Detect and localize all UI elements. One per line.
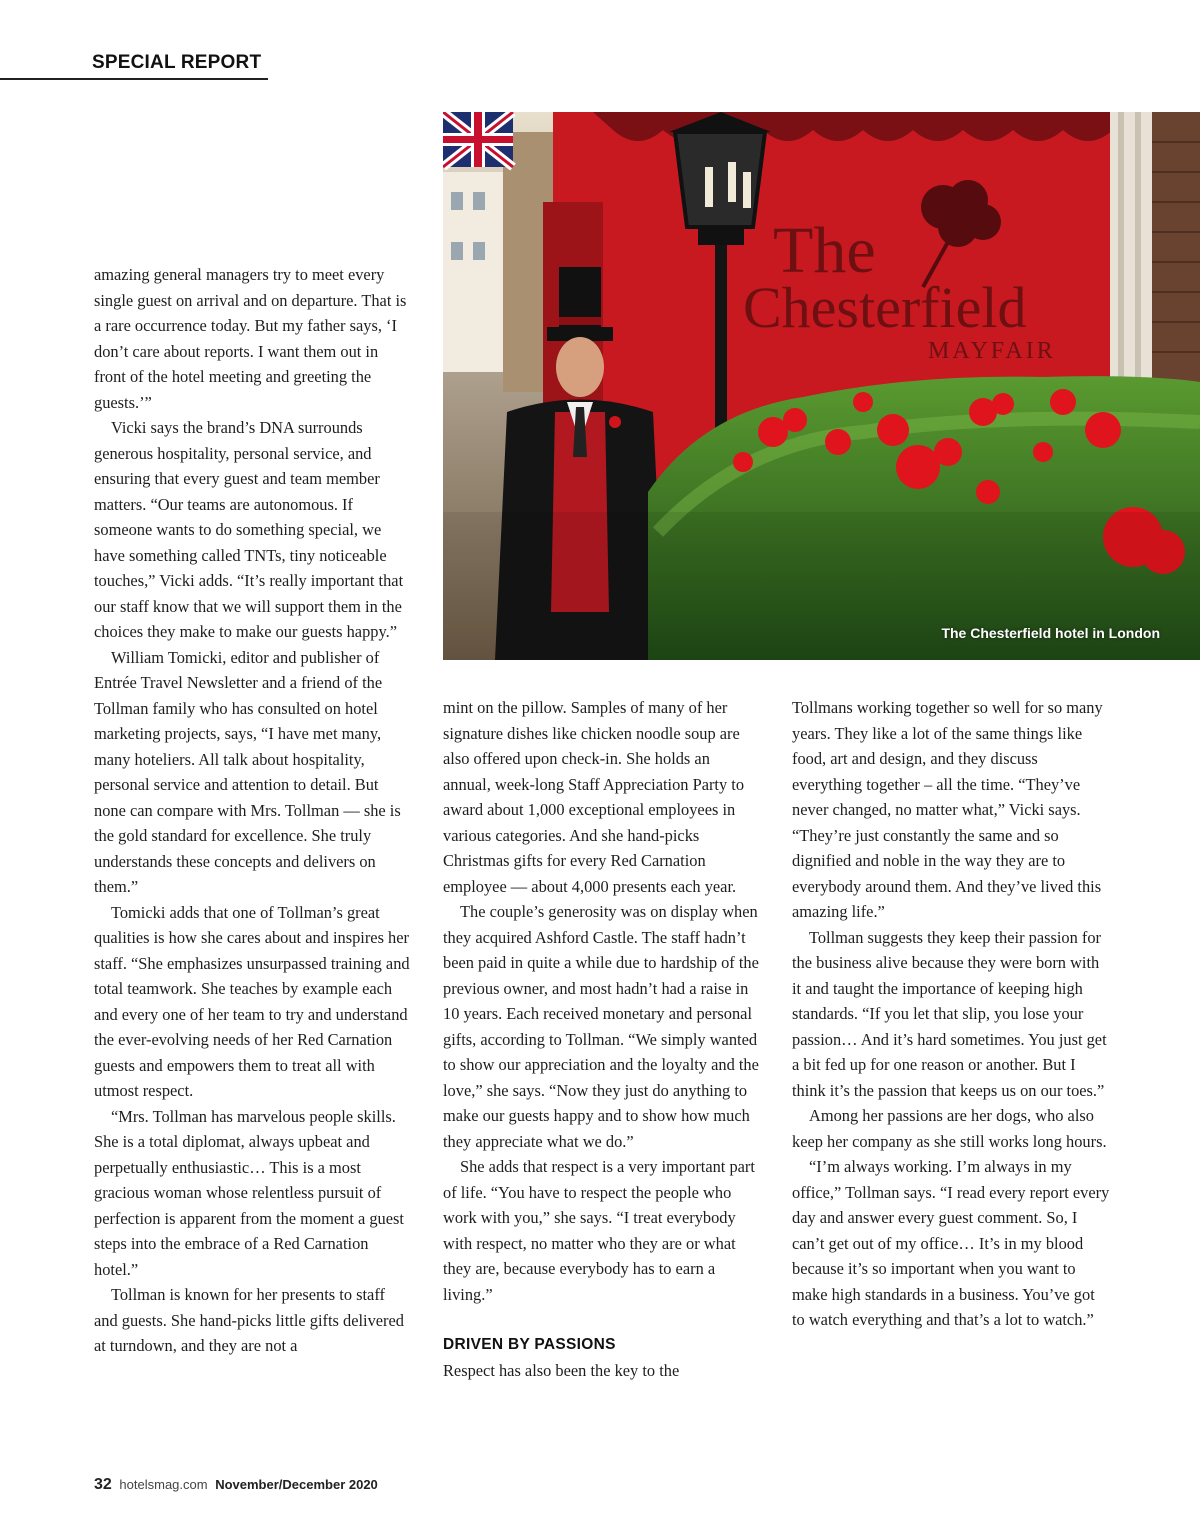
- paragraph: Respect has also been the key to the: [443, 1360, 680, 1380]
- paragraph: She adds that respect is a very important part of life. “You have to respect the people who work with you,” she says. “I treat everybody with respect, no matter who they are or what they are, because everybody has to earn a living.”: [443, 1157, 755, 1304]
- issue-date: November/December 2020: [215, 1477, 378, 1492]
- paragraph: Tomicki adds that one of Tollman’s great qualities is how she cares about and inspires her staff. “She emphasizes unsurpassed training and total teamwork. She teaches by example each and every one of her team to try and understand the ever-evolving needs of her Red Carnation guests and empowers them to treat all with utmost respect.: [94, 902, 410, 1100]
- sign-text-the: The: [773, 214, 876, 287]
- site-name: hotelsmag.com: [119, 1477, 208, 1492]
- section-label: SPECIAL REPORT: [92, 52, 262, 73]
- sign-text-chesterfield: Chesterfield: [743, 275, 1027, 340]
- paragraph: Tollman is known for her presents to staff and guests. She hand-picks little gifts delivered at turndown, and they are not a: [94, 1285, 404, 1355]
- paragraph: The couple’s generosity was on display when they acquired Ashford Castle. The staff hadn’t been paid in quite a while due to hardship of the previous owner, and most hadn’t had a raise in 10 years. Each received monetary and personal gifts, according to Tollman. “We simply wanted to show our appreciation and the loyalty and the love,” she says. “Now they just do anything to make our guests happy and to show how much they appreciate what we do.”: [443, 902, 759, 1151]
- paragraph: “Mrs. Tollman has marvelous people skills. She is a total diplomat, always upbeat and perpetually enthusiastic… This is a most gracious woman whose relentless pursuit of perfection is apparent from the moment a guest steps into the embrace of a Red Carnation hotel.”: [94, 1106, 404, 1279]
- hotel-photo: [443, 112, 1200, 660]
- article-column-1: [94, 262, 412, 1359]
- article-column-3: [792, 695, 1110, 1333]
- paragraph: “I’m always working. I’m always in my office,” Tollman says. “I read every report every day and answer every guest comment. So, I can’t get out of my office… It’s in my blood because it’s so important when you want to make high standards in a business. You’ve got to watch everything and that’s a lot to watch.”: [792, 1157, 1110, 1329]
- paragraph: Tollman suggests they keep their passion for the business alive because they were born with it and taught the importance of keeping high standards. “If you let that slip, you lose your passion… And it’s hard sometimes. You just get a bit fed up for one reason or another. But I think it’s the passion that keeps us on our toes.”: [792, 927, 1107, 1100]
- paragraph: amazing general managers try to meet every single guest on arrival and on departure. That is a rare occurrence today. But my father says, ‘I don’t care about reports. I want them out in front of the hotel meeting and greeting the guests.’”: [94, 265, 407, 412]
- paragraph: Among her passions are her dogs, who also keep her company as she still works long hours.: [792, 1106, 1107, 1151]
- paragraph: mint on the pillow. Samples of many of her signature dishes like chicken noodle soup are also offered upon check-in. She holds an annual, week-long Staff Appreciation Party to award about 1,000 exceptional employees in various categories. And she hand-picks Christmas gifts for every Red Carnation employee — about 4,000 presents each year.: [443, 698, 745, 896]
- subhead: DRIVEN BY PASSIONS: [443, 1336, 616, 1353]
- page-footer: [94, 1476, 378, 1494]
- section-rule: [0, 78, 268, 80]
- page-number: 32: [94, 1476, 112, 1493]
- paragraph: Vicki says the brand’s DNA surrounds generous hospitality, personal service, and ensuring that every guest and team member matters. “Our teams are autonomous. If someone wants to do something special, we have something called TNTs, tiny noticeable touches,” Vicki adds. “It’s really important that our staff know that we will support them in the choices they make to make our guests happy.”: [94, 418, 404, 641]
- paragraph: William Tomicki, editor and publisher of Entrée Travel Newsletter and a friend of the Tollman family who has consulted on hotel marketing projects, says, “I have met many, many hoteliers. All talk about hospitality, personal service and attention to detail. But none can compare with Mrs. Tollman — she is the gold standard for excellence. She truly understands these concepts and delivers on them.”: [94, 647, 401, 896]
- photo-caption: The Chesterfield hotel in London: [941, 625, 1160, 641]
- sign-text-mayfair: MAYFAIR: [928, 338, 1056, 364]
- article-column-2: [443, 695, 761, 1383]
- paragraph: Tollmans working together so well for so many years. They like a lot of the same things like food, art and design, and they discuss everything together – all the time. “They’ve never changed, no matter what,” Vicki says. “They’re just constantly the same and so dignified and noble in the way they are to everybody around them. And they’ve lived this amazing life.”: [792, 698, 1103, 921]
